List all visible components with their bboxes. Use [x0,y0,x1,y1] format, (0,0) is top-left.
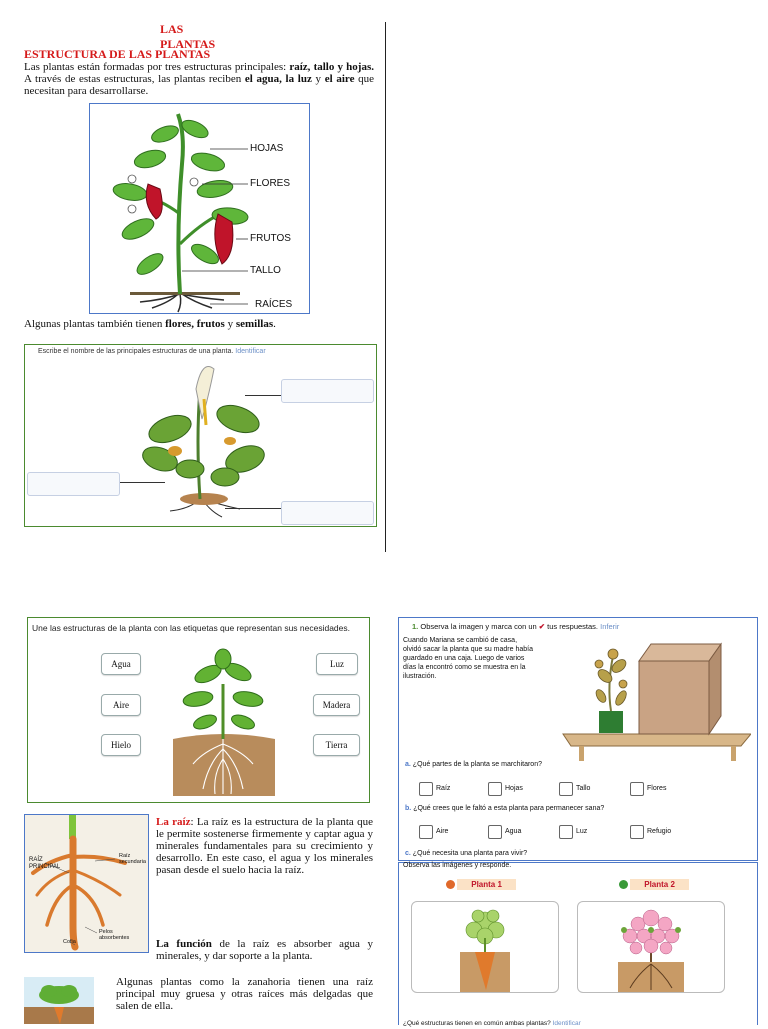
checkbox-agua[interactable] [488,825,502,839]
option-raiz: Raíz [436,785,451,792]
match-instruction: Une las estructuras de la planta con las etiquetas que representan sus necesidades. [32,623,351,633]
label-hojas: HOJAS [250,143,284,154]
exercise-compare-plants [398,862,758,1025]
option-aire: Aire [436,828,449,835]
badge-icon [446,880,455,889]
label-raiz-principal: RAÍZ PRINCIPAL [29,857,61,870]
label-pelos-absorbentes: Pelos absorbentes [99,929,130,941]
young-plant-illustration [163,644,283,799]
badge-icon [619,880,628,889]
plant1-card [411,901,559,993]
carrot-plant-icon [24,977,94,1024]
tag-agua[interactable]: Agua [101,653,141,675]
tag-hielo[interactable]: Hielo [101,734,141,756]
tag-aire[interactable]: Aire [101,694,141,716]
plant2-card [577,901,725,993]
plant2-heading: Planta 2 [619,879,689,890]
question-c: c. ¿Qué necesita una planta para vivir? [405,850,528,857]
exercise-wilted-plant [398,617,758,861]
root-paragraph: La raíz: La raíz es la estructura de la planta que le permite sostenerse firmemente y captar agua y minerales fundamentales para su crecimiento y desarrollo. En este caso, el agua y los minerales pasan desde el suelo hacia la raíz. [156,816,373,876]
label-raiz-secundaria: Raíz secundaria [119,853,146,865]
label-tallo: TALLO [250,265,281,276]
plant-structure-diagram [89,103,310,314]
exercise-instruction: Escribe el nombre de las principales estructuras de una planta. Identificar [38,348,266,355]
checkbox-hojas[interactable] [488,782,502,796]
exercise3-story: Cuando Mariana se cambió de casa, olvidó sacar la planta que su madre había guardado en una caja. Luego de varios días la encontró como se muestra en la ilustración. [403,637,533,680]
flowering-shrub-illustration [578,902,724,992]
tag-luz[interactable]: Luz [316,653,358,675]
exercise4-bottom-question: ¿Qué estructuras tienen en común ambas plantas? Identificar [403,1020,581,1027]
section-heading: ESTRUCTURA DE LAS PLANTAS [24,47,211,61]
label-frutos: FRUTOS [250,233,291,244]
column-divider [385,22,386,552]
answer-box-left[interactable] [27,472,120,496]
checkbox-raiz[interactable] [419,782,433,796]
wilted-plant-box-illustration [561,636,751,761]
page-title: LAS PLANTAS [160,22,216,51]
exercise-match-needs [27,617,370,803]
option-luz: Luz [576,828,588,835]
checkbox-refugio[interactable] [630,825,644,839]
extra-structures-paragraph: Algunas plantas también tienen flores, frutos y semillas. [24,318,276,330]
option-flores: Flores [647,785,667,792]
checkbox-flores[interactable] [630,782,644,796]
tag-madera[interactable]: Madera [313,694,360,716]
checkbox-aire[interactable] [419,825,433,839]
calla-plant-illustration [130,359,280,524]
tag-tierra[interactable]: Tierra [313,734,360,756]
label-cofia: Cofia [63,939,76,945]
checkbox-tallo[interactable] [559,782,573,796]
option-hojas: Hojas [505,785,523,792]
plant1-heading: Planta 1 [446,879,516,890]
label-flores: FLORES [250,178,291,189]
carrot-illustration [24,977,94,1024]
pepper-plant-illustration [90,104,309,313]
answer-box-top-right[interactable] [281,379,374,403]
exercise-name-structures [24,344,377,527]
option-agua: Agua [505,828,522,835]
intro-paragraph: Las plantas están formadas por tres estructuras principales: raíz, tallo y hojas. A través de estas estructuras, las plantas reciben el agua, la luz y el aire que necesitan para desarrollarse. [24,61,375,97]
carrot-plant-illustration [412,902,558,992]
exercise3-instruction: 1. Observa la imagen y marca con un ✔ tus respuestas. Inferir [412,622,620,631]
question-b: b. ¿Qué crees que le faltó a esta planta para permanecer sana? [405,805,605,812]
root-function-paragraph: La función de la raíz es absorber agua y minerales, y dar soporte a la planta. [156,938,373,962]
checkbox-luz[interactable] [559,825,573,839]
exercise4-instruction: Observa las imágenes y responde. [403,862,512,869]
option-tallo: Tallo [576,785,591,792]
root-diagram [24,814,149,953]
option-refugio: Refugio [647,828,672,835]
question-a: a. ¿Qué partes de la planta se marchitaron? [405,761,542,768]
check-mark-icon: ✔ [538,622,546,631]
carrot-paragraph: Algunas plantas como la zanahoria tienen una raíz principal muy gruesa y otras raíces más delgadas que salen de ella. [116,976,373,1012]
label-raices: RAÍCES [255,299,293,310]
answer-box-bottom-right[interactable] [281,501,374,525]
